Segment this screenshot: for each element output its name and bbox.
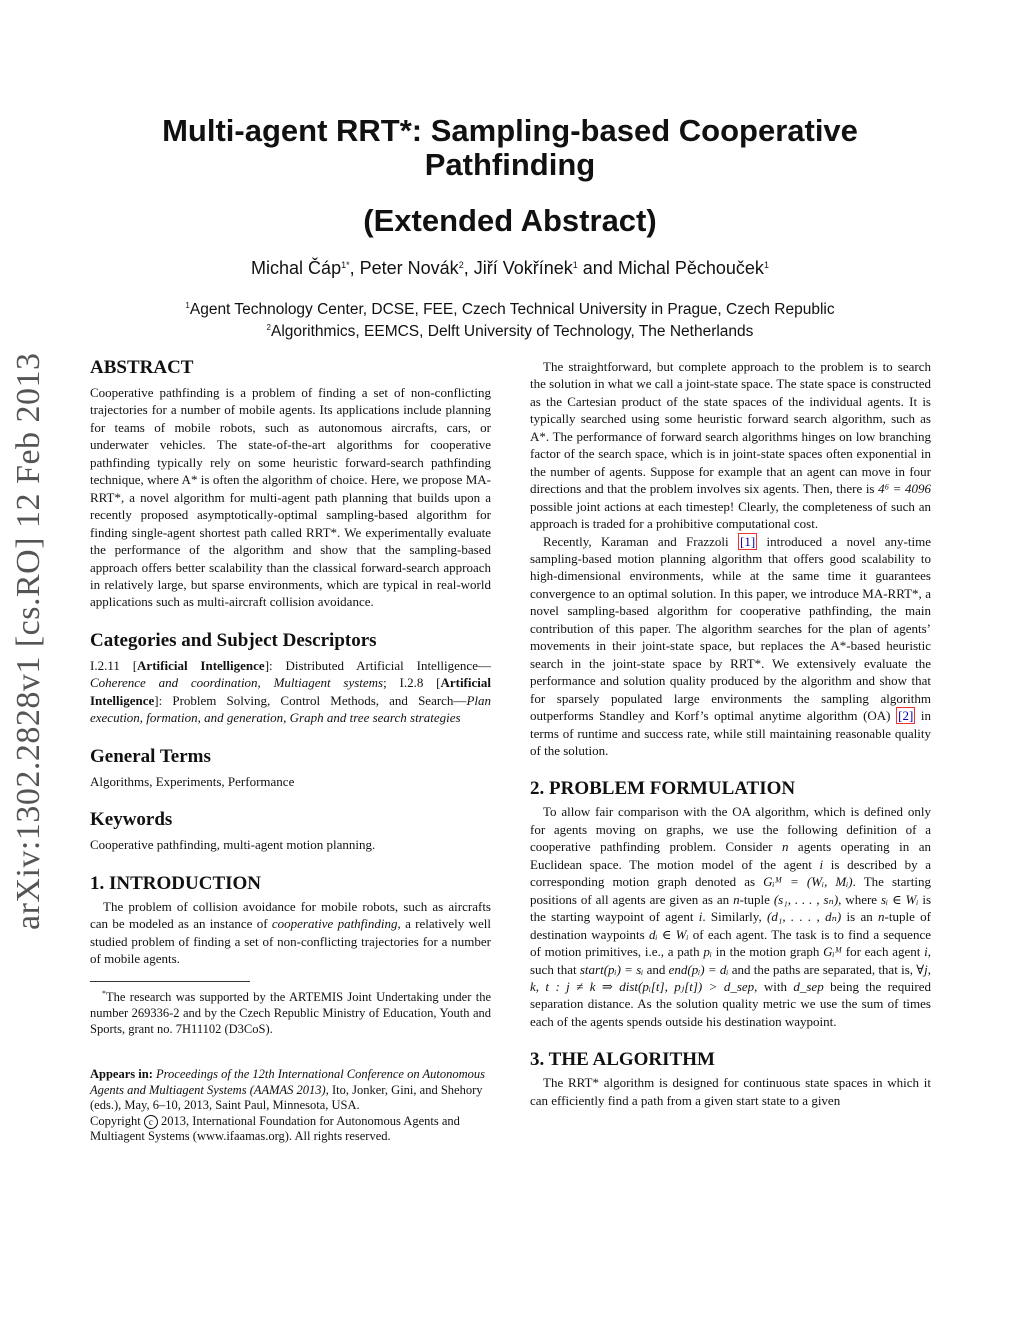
affiliation-2: $^2$Algorithmics, EEMCS, Delft University of Technology, The Netherlands <box>266 323 754 340</box>
footnote-mark: * <box>346 260 350 270</box>
footnote: *The research was supported by the ARTEMIS Joint Undertaking under the number 269336-2 and by the Czech Republic Ministry of Education, Youth and Sports, grant no. 7H11102 (D3CoS). <box>90 989 491 1036</box>
intro-heading: 1. INTRODUCTION <box>90 872 262 894</box>
right-column <box>530 358 931 1109</box>
affiliations <box>110 297 910 341</box>
affil-mark: 1 <box>763 260 769 270</box>
keywords-text: Cooperative pathfinding, multi-agent motion planning. <box>90 837 376 853</box>
copyright: Copyright c 2013, International Foundation for Autonomous Agents and Multiagent Systems (www.ifaamas.org). All rights reserved. <box>90 1113 460 1144</box>
abstract-text: Cooperative pathfinding is a problem of finding a set of non-conflicting trajectories for a number of mobile agents. Its applications include planning for teams of mobile robots, such as autonomous aircrafts, cars, or underwater vehicles. The state-of-the-art algorithms for cooperative pathfinding typically rely on some heuristic forward-search pathfinding technique, where A* is often the algorithm of choice. Here, we propose MA-RRT*, a novel algorithm for multi-agent path planning that builds upon a recently proposed asymptotically-optimal sampling-based algorithm for finding single-agent shortest path called RRT*. We experimentally evaluate the performance of the algorithm and show that the sampling-based approach offers better scalability than the classical forward-search approach in relatively large, but sparse environments, which are typical in real-world applications such as multi-aircraft collision avoidance. <box>90 385 491 610</box>
paper-subtitle: (Extended Abstract) <box>363 203 657 238</box>
author-and: and <box>582 258 613 278</box>
categories-heading: Categories and Subject Descriptors <box>90 629 377 651</box>
right-paragraph-2: Recently, Karaman and Frazzoli [1] introduced a novel any-time sampling-based motion planning algorithm that offers good scalability to high-dimensional environments, while at the same time it guarantees convergence to an optimal solution. In this paper, we introduce MA-RRT*, a novel sampling-based algorithm for cooperative pathfinding, the main contribution of this paper. The algorithm searches for the plan of agents’ movements in their joint-state space, but replaces the A*-based heuristic search in the joint-state space by RRT*. We extensively evaluate the performance and solution quality produced by the algorithm and show that for sparsely populated large environments the sampling algorithm outperforms Standley and Korf’s optimal anytime algorithm (OA) [2] in terms of runtime and success rate, while still maintaining reasonable quality of the solution. <box>530 533 931 758</box>
categories-text: I.2.11 [Artificial Intelligence]: Distributed Artificial Intelligence—Coherence and coordination, Multiagent systems; I.2.8 [Artificial Intelligence]: Problem Solving, Control Methods, and Search—Plan execution, formation, and generation, Graph and tree search strategies <box>90 657 491 726</box>
affil-mark: 1 <box>572 260 578 270</box>
footnote-rule <box>90 981 250 982</box>
title-line-1: Multi-agent RRT*: Sampling-based Cooperative <box>162 113 858 148</box>
author-name: Jiří Vokřínek <box>473 258 573 278</box>
appears-in: Appears in: Proceedings of the 12th International Conference on Autonomous Agents and Multiagent Systems (AAMAS 2013), Ito, Jonker, Gini, and Shehory (eds.), May, 6–10, 2013, Saint Paul, Minnesota, USA. <box>90 1067 485 1113</box>
right-paragraph-1: The straightforward, but complete approach to the problem is to search the solution in what we call a joint-state space. The state space is constructed as the Cartesian product of the state spaces of the individual agents. It is typically searched using some heuristic forward search algorithm, such as A*. The performance of forward search algorithms hinges on low branching factor of the search space, which is in joint-state spaces often exponential in the number of agents. Suppose for example that an agent can move in four directions and that the problem involves six agents. Then, there is 4⁶ = 4096 possible joint actions at each timestep! Clearly, the completeness of such an approach is traded for a prohibitive computational cost. <box>530 359 931 532</box>
section-2-heading: 2. PROBLEM FORMULATION <box>530 778 796 800</box>
author-name: Michal Pěchouček <box>617 258 764 278</box>
title-line-2: Pathfinding <box>424 147 596 182</box>
section-3-heading: 3. THE ALGORITHM <box>530 1049 715 1071</box>
citation-2[interactable]: [2] <box>898 708 914 724</box>
general-terms-text: Algorithms, Experiments, Performance <box>90 773 295 789</box>
keywords-heading: Keywords <box>90 809 173 831</box>
author-list: Michal Čáp$^{1*}$, Peter Novák$^2$, Jiří Vokřínek$^1$ and Michal Pěchouček$^1$ <box>251 258 769 278</box>
author-name: Michal Čáp <box>251 258 342 278</box>
general-terms-heading: General Terms <box>90 745 211 767</box>
affil-mark: 1 <box>341 260 347 270</box>
algorithm-text: The RRT* algorithm is designed for continuous state spaces in which it can efficiently find a path from a given start state to a given <box>530 1075 931 1108</box>
arxiv-stamp: arXiv:1302.2828v1 [cs.RO] 12 Feb 2013 <box>10 352 47 930</box>
copyright-symbol-icon: c <box>144 1115 158 1129</box>
left-column <box>90 356 491 1145</box>
affiliation-1: $^1$Agent Technology Center, DCSE, FEE, Czech Technical University in Prague, Czech Republic <box>185 301 835 318</box>
author-name: Peter Novák <box>359 258 459 278</box>
citation-1[interactable]: [1] <box>740 533 756 549</box>
intro-paragraph: The problem of collision avoidance for mobile robots, such as aircrafts can be modeled as an instance of cooperative pathfinding, a relatively well studied problem of finding a set of non-conflicting trajectories for a number of mobile agents. <box>90 898 491 966</box>
abstract-heading: ABSTRACT <box>90 357 194 378</box>
paper-title <box>110 114 910 182</box>
affil-mark: 2 <box>458 260 464 270</box>
problem-formulation-text: To allow fair comparison with the OA algorithm, which is defined only for agents moving on graphs, we use the following definition of a cooperative pathfinding problem. Consider n agents operating in an Euclidean space. The motion model of the agent i is described by a corresponding motion graph denoted as Gᵢᴹ = (Wᵢ, Mᵢ). The starting positions of all agents are given as an n-tuple (s₁, . . . , sₙ), where sᵢ ∈ Wᵢ is the starting waypoint of agent i. Similarly, (d₁, . . . , dₙ) is an n-tuple of destination waypoints dᵢ ∈ Wᵢ of each agent. The task is to find a sequence of motion primitives, i.e., a path pᵢ in the motion graph Gᵢᴹ for each agent i, such that start(pᵢ) = sᵢ and end(pᵢ) = dᵢ and the paths are separated, that is, ∀j, k, t : j ≠ k ⇒ dist(pᵢ[t], pⱼ[t]) > d_sep, with d_sep being the required separation distance. As the solution quality metric we use the sum of times each of the agents spends outside his destination waypoint. <box>530 804 931 1029</box>
